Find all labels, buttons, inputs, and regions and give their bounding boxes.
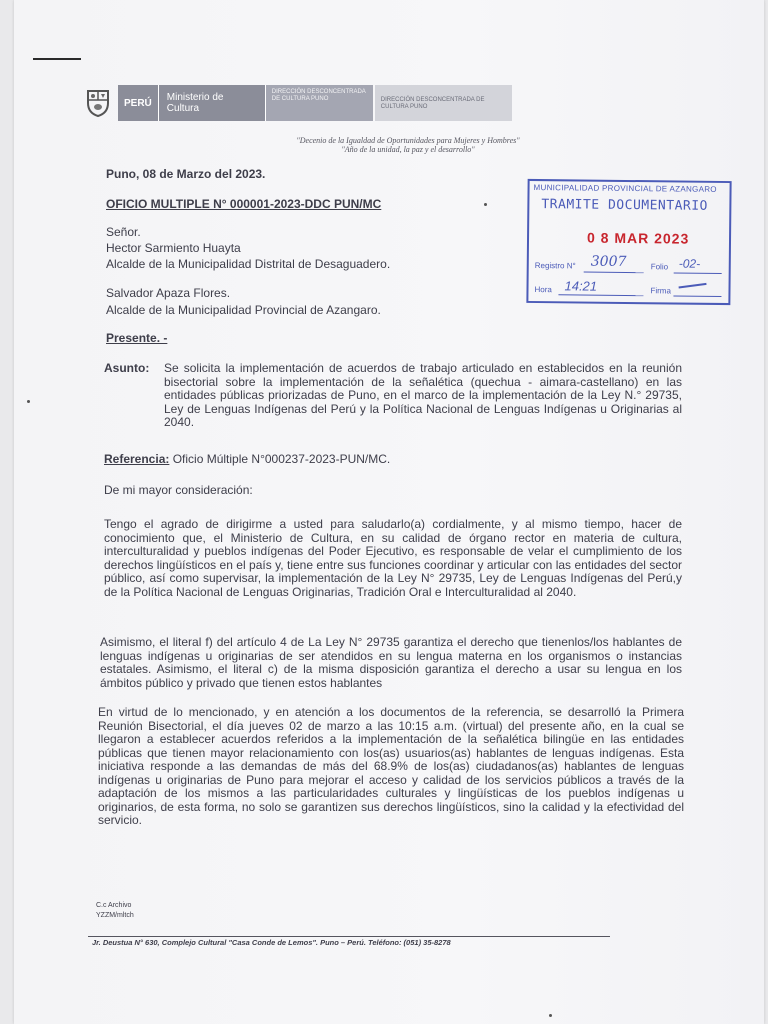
stamp-hora-label: Hora [534, 285, 552, 295]
peru-label: PERÚ [118, 85, 158, 121]
presente: Presente. - [106, 331, 168, 345]
footer-divider [88, 936, 610, 937]
recipient-2-name: Salvador Apaza Flores. [106, 286, 231, 300]
reception-stamp [526, 179, 731, 305]
stamp-signature [679, 283, 707, 289]
speck [549, 1014, 552, 1017]
stamp-folio-value: -02- [678, 256, 701, 271]
referencia-text: Oficio Múltiple N°000237-2023-PUN/MC. [169, 452, 391, 466]
cc-archivo: C.c Archivo [96, 902, 132, 909]
stamp-hora-value: 14:21 [564, 278, 598, 294]
ddc-label-secondary: DIRECCIÓN DESCONCENTRADA DE CULTURA PUNO [375, 85, 512, 121]
ddc-label: DIRECCIÓN DESCONCENTRADA DE CULTURA PUNO [265, 85, 373, 121]
asunto-label: Asunto: [104, 361, 150, 375]
stamp-rule [584, 272, 644, 274]
stamp-folio-label: Folio [650, 262, 669, 272]
place-date: Puno, 08 de Marzo del 2023. [106, 167, 266, 181]
stamp-municipality: MUNICIPALIDAD PROVINCIAL DE AZANGARO [533, 182, 717, 194]
stamp-rule [673, 295, 721, 297]
salutation: Señor. [106, 225, 141, 239]
margin-mark [33, 58, 81, 60]
stamp-firma-label: Firma [650, 286, 671, 296]
recipient-1-name: Hector Sarmiento Huayta [106, 241, 241, 255]
stamp-rule [674, 272, 722, 274]
decade-line-2: "Año de la unidad, la paz y el desarrollo" [341, 145, 475, 154]
recipient-2-title: Alcalde de la Municipalidad Provincial de Azangaro. [106, 303, 381, 317]
greeting: De mi mayor consideración: [104, 483, 253, 497]
ministry-name: Ministerio de Cultura [158, 85, 265, 121]
stamp-title: TRAMITE DOCUMENTARIO [541, 197, 709, 214]
paragraph-3: En virtud de lo mencionado, y en atención a los documentos de la referencia, se desarrolló la Primera Reunión Bisectorial, el día jueves 02 de marzo a las 10:15 a.m. (virtual) del presente año, en la cual se llegaron a establecer acuerdos referidos a la implementación de la señalética bilingüe en las entidades públicas que tienen mayor relacionamiento con los(as) usuarios(as) hablantes de lenguas indígenas. Esta iniciativa responde a las demandas de más del 68.9% de los(as) ciudadanos(as) hablantes de lenguas indígenas u originarias de Puno para mejorar el acceso y calidad de los servicios públicos a través de la adaptación de los mismos a las particularidades culturales y lingüísticas de los pueblos indígenas u originarios, de esta forma, no solo se garantizen sus derechos lingüísticos, sino la calidad y la efectividad del servicio. [98, 705, 684, 827]
coat-of-arms-icon [84, 87, 112, 117]
speck [27, 400, 30, 403]
paragraph-1: Tengo el agrado de dirigirme a usted para saludarlo(a) cordialmente, y al mismo tiempo, hacer de conocimiento que, el Ministerio de Cultura, en su calidad de órgano rector en materia de cultura, interculturalidad y pueblos indígenas del Poder Ejecutivo, es responsable de velar el cumplimiento de los derechos lingüísticos en el país y, tiene entre sus funciones coordinar y articular con las entidades del sector público, así como supervisar, la implementación de la Ley N° 29735, Ley de Lenguas Indígenas del Perú,y de la Política Nacional de Lenguas Originarias, Tradición Oral e Interculturalidad al 2040. [104, 517, 682, 599]
stamp-date: 0 8 MAR 2023 [586, 229, 690, 247]
referencia-label: Referencia: [104, 452, 170, 466]
recipient-1-title: Alcalde de la Municipalidad Distrital de Desaguadero. [106, 257, 391, 271]
speck [484, 203, 487, 206]
decade-line-1: "Decenio de la Igualdad de Oportunidades para Mujeres y Hombres" [296, 136, 520, 145]
footer-address: Jr. Deustua N° 630, Complejo Cultural "Casa Conde de Lemos". Puno – Perú. Teléfono: (051) 35-8278 [92, 938, 451, 947]
ministry-logo-bar [84, 85, 512, 121]
oficio-number: OFICIO MULTIPLE N° 000001-2023-DDC PUN/MC [106, 197, 382, 211]
asunto-text: Se solicita la implementación de acuerdos de trabajo articulado en establecidos en la reunión bisectorial sobre la implementación de la señalética (quechua - aimara-castellano) en las entidades públicas priorizadas de Puno, en el marco de la implementación de la Ley N.° 29735, Ley de Lenguas Indígenas del Perú y la Política Nacional de Lenguas Indígenas u Originarias al 2040. [164, 361, 682, 429]
cc-initials: YZZM/mltch [96, 912, 134, 919]
paragraph-2: Asimismo, el literal f) del artículo 4 de La Ley N° 29735 garantiza el derecho que tienenlos/los hablantes de lenguas indígenas u originarias de ser atendidos en su lengua materna en los organismos o instancias estatales. Asimismo, el literal c) de la misma disposición garantiza el derecho a usar su lengua en los ámbitos público y privado que tienen estos hablantes [100, 635, 682, 690]
stamp-rule [558, 294, 643, 296]
decade-motto [248, 136, 568, 154]
stamp-registro-label: Registro N° [534, 261, 576, 271]
referencia [104, 453, 390, 467]
stamp-registro-value: 3007 [590, 253, 627, 270]
